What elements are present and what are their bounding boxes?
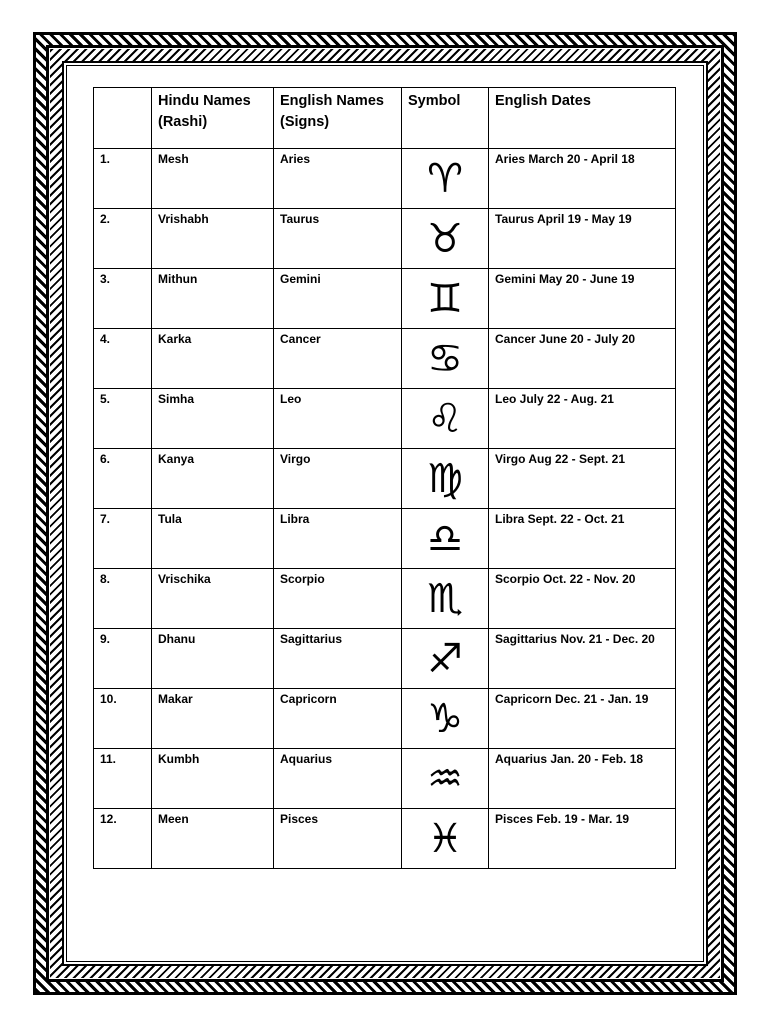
symbol-cell — [402, 269, 489, 329]
english-name: Leo — [274, 389, 402, 449]
zodiac-glyph: ♓ — [427, 815, 463, 862]
symbol-cell — [402, 449, 489, 509]
row-number: 7. — [94, 509, 152, 569]
symbol-cell — [402, 149, 489, 209]
table-row — [94, 209, 676, 269]
symbol-cell — [402, 629, 489, 689]
english-dates: Gemini May 20 - June 19 — [489, 269, 676, 329]
table-row — [94, 269, 676, 329]
hindu-name: Simha — [152, 389, 274, 449]
cancer-icon — [416, 331, 474, 387]
symbol-cell — [402, 329, 489, 389]
hindu-name: Kumbh — [152, 749, 274, 809]
english-name: Pisces — [274, 809, 402, 869]
english-dates: Virgo Aug 22 - Sept. 21 — [489, 449, 676, 509]
hindu-name: Vrischika — [152, 569, 274, 629]
english-name: Virgo — [274, 449, 402, 509]
row-number: 9. — [94, 629, 152, 689]
english-dates: Aquarius Jan. 20 - Feb. 18 — [489, 749, 676, 809]
header-symbol: Symbol — [402, 88, 489, 149]
english-dates: Libra Sept. 22 - Oct. 21 — [489, 509, 676, 569]
header-hindu-names — [152, 88, 274, 149]
zodiac-glyph: ♌ — [427, 395, 463, 442]
table-row — [94, 569, 676, 629]
english-name: Sagittarius — [274, 629, 402, 689]
row-number: 10. — [94, 689, 152, 749]
english-name: Aquarius — [274, 749, 402, 809]
taurus-icon — [416, 211, 474, 267]
header-english-line1: English Names — [280, 93, 384, 109]
row-number: 11. — [94, 749, 152, 809]
row-number: 5. — [94, 389, 152, 449]
symbol-cell — [402, 569, 489, 629]
english-name: Taurus — [274, 209, 402, 269]
english-dates: Aries March 20 - April 18 — [489, 149, 676, 209]
table-row — [94, 689, 676, 749]
zodiac-glyph: ♍ — [427, 455, 463, 502]
gemini-icon — [416, 271, 474, 327]
symbol-cell — [402, 809, 489, 869]
row-number: 8. — [94, 569, 152, 629]
table-row — [94, 149, 676, 209]
english-dates: Leo July 22 - Aug. 21 — [489, 389, 676, 449]
libra-icon — [416, 511, 474, 567]
english-dates: Scorpio Oct. 22 - Nov. 20 — [489, 569, 676, 629]
header-number — [94, 88, 152, 149]
hindu-name: Mesh — [152, 149, 274, 209]
english-name: Cancer — [274, 329, 402, 389]
english-name: Libra — [274, 509, 402, 569]
symbol-cell — [402, 509, 489, 569]
english-name: Gemini — [274, 269, 402, 329]
table-header-row — [94, 88, 676, 149]
row-number: 3. — [94, 269, 152, 329]
header-english-names — [274, 88, 402, 149]
english-name: Capricorn — [274, 689, 402, 749]
symbol-cell — [402, 689, 489, 749]
zodiac-glyph: ♈ — [427, 155, 463, 202]
table-row — [94, 449, 676, 509]
hindu-name: Vrishabh — [152, 209, 274, 269]
zodiac-glyph: ♑ — [427, 695, 463, 742]
hindu-name: Tula — [152, 509, 274, 569]
table-row — [94, 809, 676, 869]
row-number: 6. — [94, 449, 152, 509]
hindu-name: Dhanu — [152, 629, 274, 689]
sagittarius-icon — [416, 631, 474, 687]
zodiac-glyph: ♋ — [427, 335, 463, 382]
row-number: 12. — [94, 809, 152, 869]
zodiac-glyph: ♉ — [427, 215, 463, 262]
hindu-name: Meen — [152, 809, 274, 869]
table-row — [94, 749, 676, 809]
zodiac-glyph: ♒ — [427, 755, 463, 802]
aries-icon — [416, 151, 474, 207]
hindu-name: Mithun — [152, 269, 274, 329]
table-row — [94, 509, 676, 569]
row-number: 2. — [94, 209, 152, 269]
hindu-name: Kanya — [152, 449, 274, 509]
english-name: Aries — [274, 149, 402, 209]
header-english-dates: English Dates — [489, 88, 676, 149]
english-name: Scorpio — [274, 569, 402, 629]
header-english-line2: (Signs) — [280, 114, 330, 130]
table-row — [94, 629, 676, 689]
english-dates: Taurus April 19 - May 19 — [489, 209, 676, 269]
zodiac-glyph: ♏ — [427, 575, 463, 622]
scorpio-icon — [416, 571, 474, 627]
symbol-cell — [402, 749, 489, 809]
english-dates: Capricorn Dec. 21 - Jan. 19 — [489, 689, 676, 749]
table-row — [94, 329, 676, 389]
header-hindu-line2: (Rashi) — [158, 114, 208, 130]
zodiac-glyph: ♎ — [427, 515, 463, 562]
symbol-cell — [402, 209, 489, 269]
zodiac-glyph: ♊ — [427, 275, 463, 322]
english-dates: Cancer June 20 - July 20 — [489, 329, 676, 389]
table-row — [94, 389, 676, 449]
pisces-icon — [416, 811, 474, 867]
hindu-name: Makar — [152, 689, 274, 749]
capricorn-icon — [416, 691, 474, 747]
virgo-icon — [416, 451, 474, 507]
symbol-cell — [402, 389, 489, 449]
zodiac-table — [93, 87, 676, 869]
english-dates: Pisces Feb. 19 - Mar. 19 — [489, 809, 676, 869]
hindu-name: Karka — [152, 329, 274, 389]
row-number: 1. — [94, 149, 152, 209]
header-hindu-line1: Hindu Names — [158, 93, 251, 109]
aquarius-icon — [416, 751, 474, 807]
english-dates: Sagittarius Nov. 21 - Dec. 20 — [489, 629, 676, 689]
row-number: 4. — [94, 329, 152, 389]
leo-icon — [416, 391, 474, 447]
zodiac-glyph: ♐ — [427, 635, 463, 682]
